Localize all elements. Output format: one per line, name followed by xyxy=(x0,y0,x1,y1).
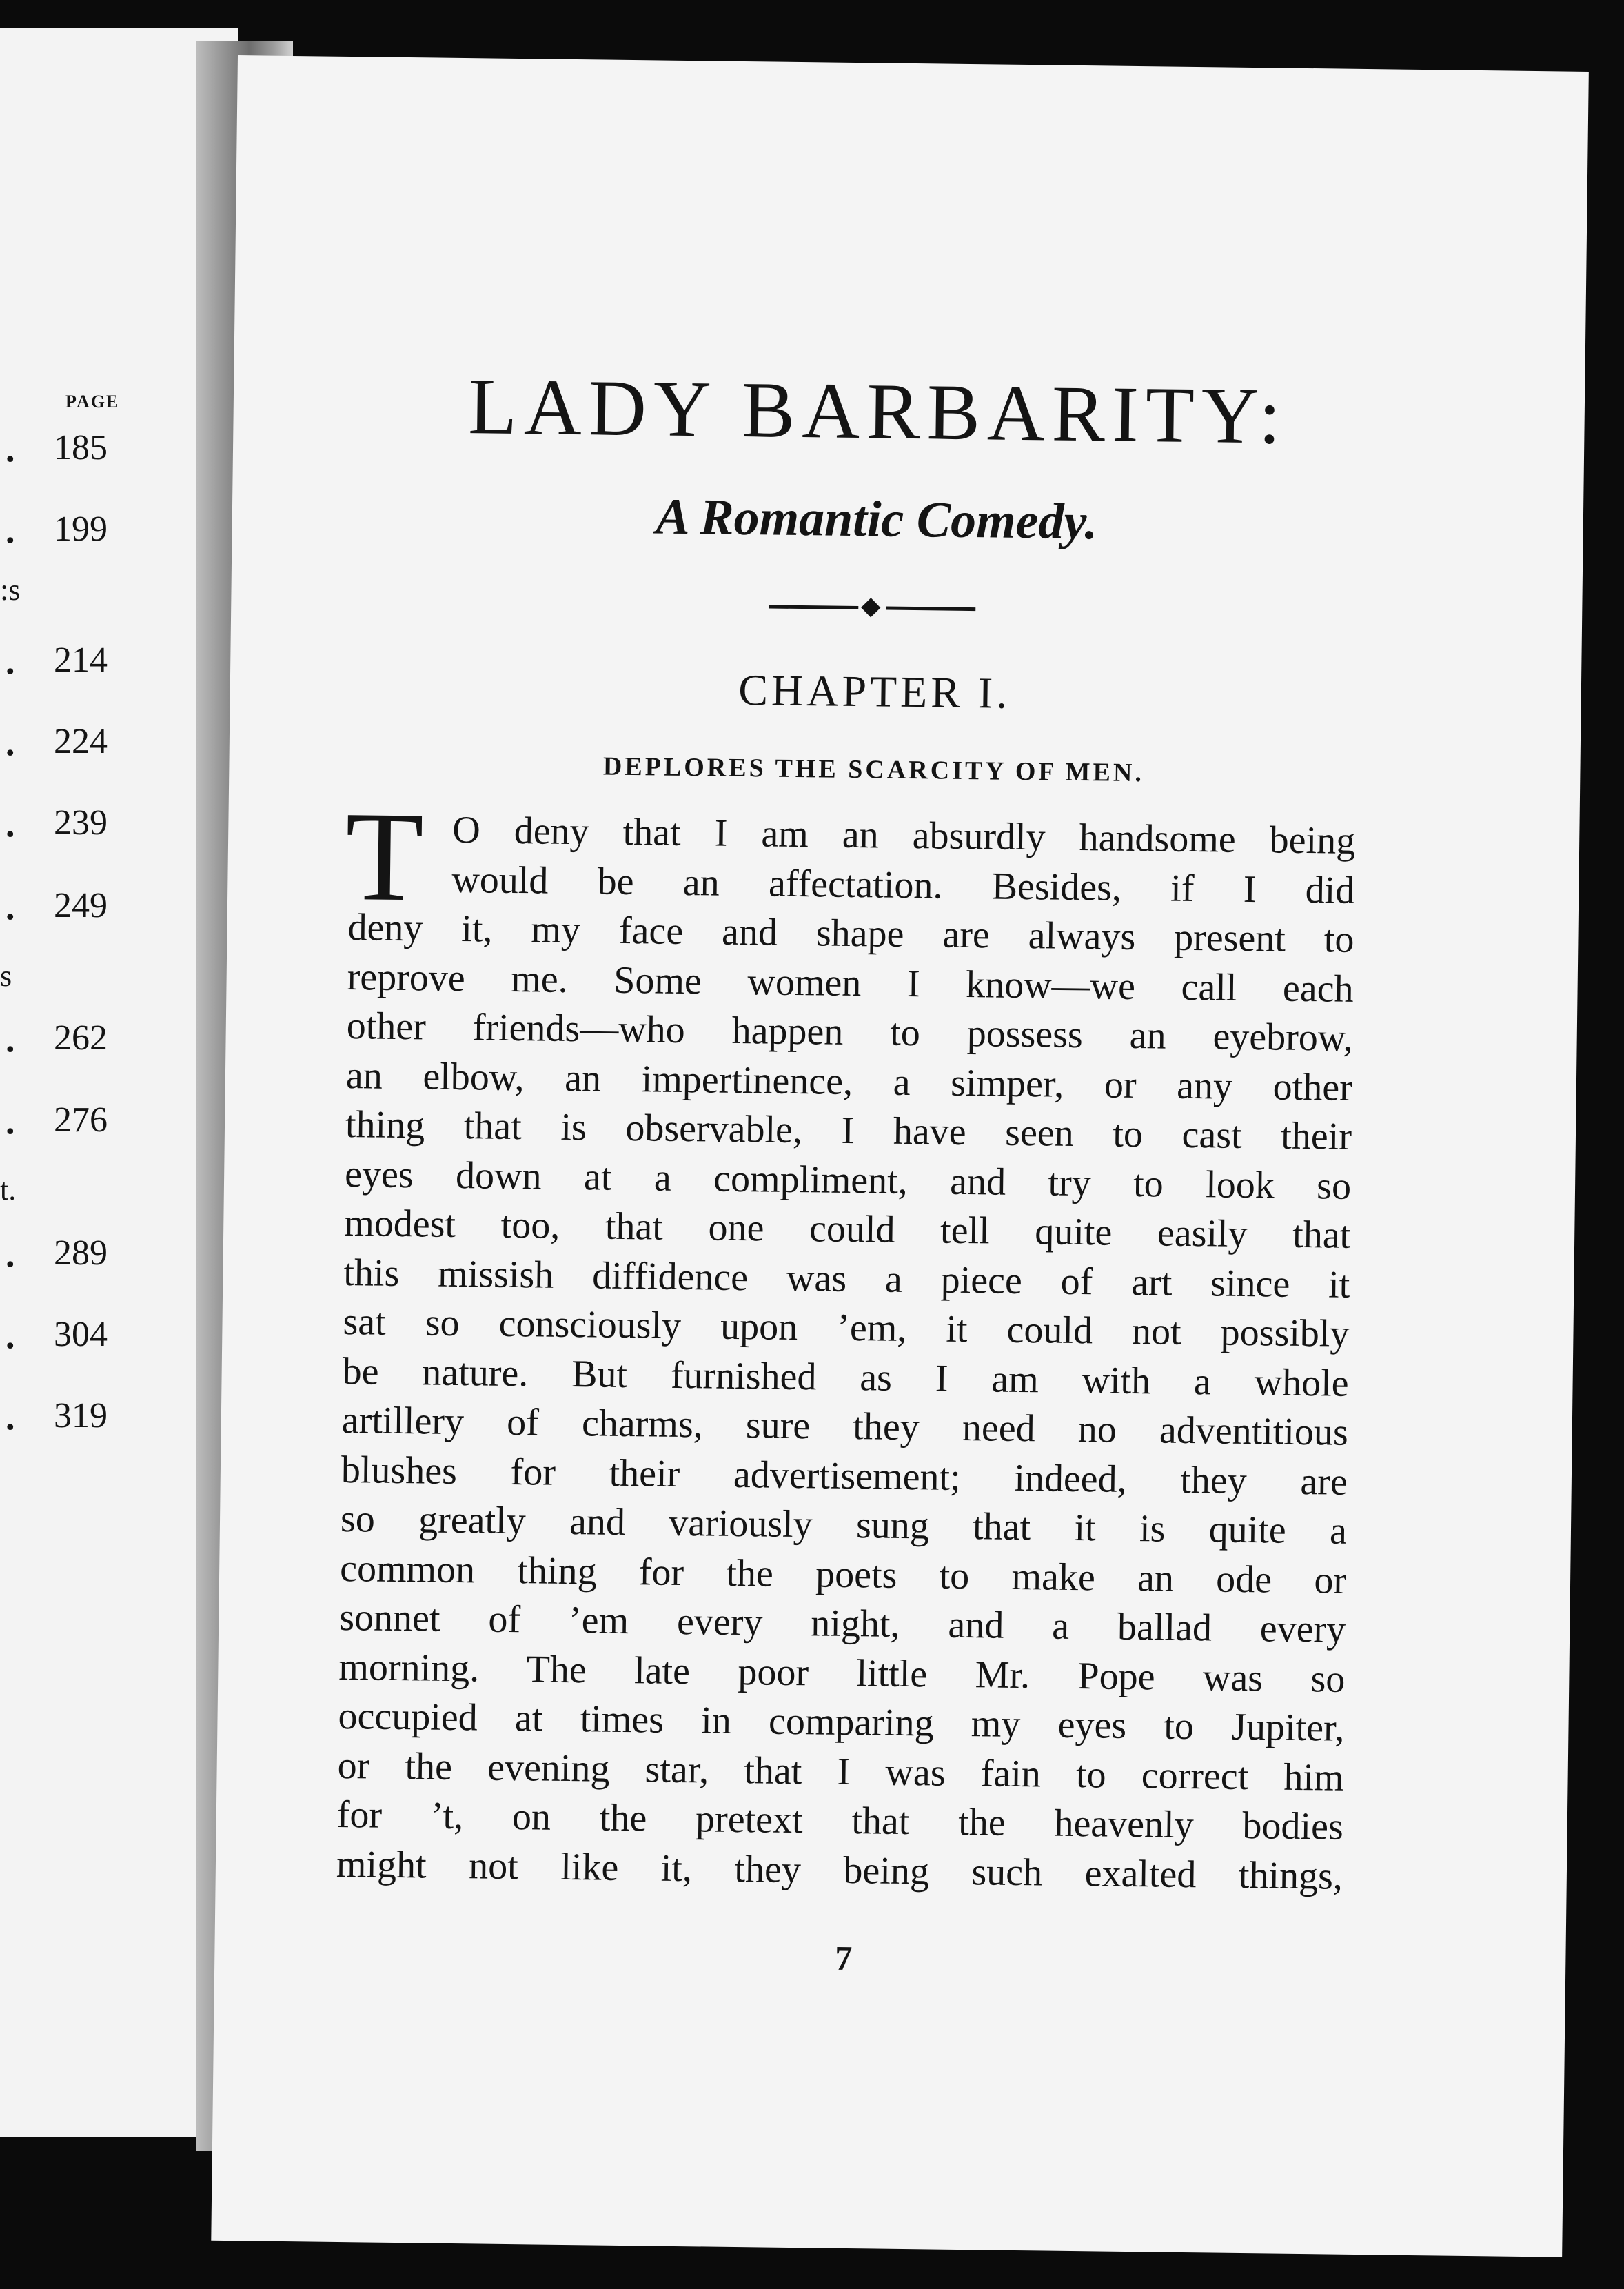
toc-entry xyxy=(0,721,138,763)
toc-page-number: 239 xyxy=(54,803,108,843)
toc-entry xyxy=(0,885,138,927)
toc-entry xyxy=(0,1395,138,1437)
toc-leader-dot: . xyxy=(6,641,15,682)
toc-leader-dot: . xyxy=(6,803,15,845)
toc-leader-dot: . xyxy=(6,1018,15,1060)
text-line: blushes for their advertisement; indeed, they are xyxy=(341,1448,1348,1504)
text-line: thing that is observable, I have seen to cast their xyxy=(345,1103,1352,1158)
toc-page-number: 304 xyxy=(54,1315,108,1354)
text-line: eyes down at a compliment, and try to look so xyxy=(344,1152,1352,1208)
ornament-rule-left xyxy=(769,605,858,609)
toc-entry xyxy=(0,803,138,844)
chapter-subheading: DEPLORES THE SCARCITY OF MEN. xyxy=(602,752,1145,788)
toc-page-number: 289 xyxy=(54,1233,108,1273)
text-line: would be an affectation. Besides, if I did xyxy=(451,858,1355,912)
text-line: common thing for the poets to make an ode or xyxy=(339,1546,1347,1602)
text-line: reprove me. Some women I know—we call each xyxy=(347,955,1354,1011)
toc-page-number: 199 xyxy=(54,510,108,549)
page-number: 7 xyxy=(835,1938,853,1978)
text-line: deny it, my face and shape are always present to xyxy=(347,906,1354,961)
toc-leader-dot: . xyxy=(6,722,15,763)
book-subtitle: A Romantic Comedy. xyxy=(656,488,1098,551)
text-line: might not like it, they being such exalted things, xyxy=(336,1842,1343,1898)
toc-entry xyxy=(0,1314,138,1355)
text-line: so greatly and variously sung that it is quite a xyxy=(340,1497,1348,1553)
toc-stray-mark: t. xyxy=(0,1173,17,1207)
ornament-divider xyxy=(769,598,975,617)
text-line: sonnet of ’em every night, and a ballad every xyxy=(338,1595,1346,1651)
toc-page-number: 262 xyxy=(54,1018,108,1058)
ornament-rule-right xyxy=(886,607,975,612)
toc-page-number: 249 xyxy=(54,886,108,925)
book-title: LADY BARBARITY: xyxy=(467,363,1288,461)
toc-leader-dot: . xyxy=(6,510,15,551)
text-line: O deny that I am an absurdly handsome being xyxy=(451,808,1356,863)
toc-leader-dot: . xyxy=(6,1233,15,1275)
toc-leader-dot: . xyxy=(6,1315,15,1356)
text-line: sat so consciously upon ’em, it could not possibly xyxy=(343,1300,1350,1355)
text-line: modest too, that one could tell quite easily that xyxy=(343,1202,1351,1257)
toc-page-number: 185 xyxy=(54,428,108,467)
text-line: this missish diffidence was a piece of art since it xyxy=(343,1251,1350,1307)
toc-page-number: 214 xyxy=(54,641,108,680)
toc-stray-mark: s xyxy=(0,959,12,993)
toc-page-header: PAGE xyxy=(65,392,120,412)
right-page xyxy=(211,55,1589,2257)
body-text xyxy=(336,805,1356,1902)
toc-page-number: 276 xyxy=(54,1100,108,1140)
toc-leader-dot: . xyxy=(6,428,15,470)
text-line: be nature. But furnished as I am with a whole xyxy=(342,1349,1349,1405)
toc-page-number: 224 xyxy=(54,722,108,761)
text-line: other friends—who happen to possess an eyebrow, xyxy=(346,1005,1354,1060)
text-line: for ’t, on the pretext that the heavenly bodies xyxy=(336,1793,1344,1848)
toc-leader-dot: . xyxy=(6,1100,15,1142)
toc-entry xyxy=(0,640,138,681)
text-line: artillery of charms, sure they need no adventitious xyxy=(341,1398,1349,1454)
toc-entry xyxy=(0,509,138,550)
text-line: or the evening star, that I was fain to correct him xyxy=(337,1744,1344,1799)
toc-entry xyxy=(0,1100,138,1141)
toc-entry xyxy=(0,1018,138,1059)
text-line: an elbow, an impertinence, a simper, or any other xyxy=(345,1053,1353,1109)
drop-cap: T xyxy=(344,785,425,929)
chapter-heading: CHAPTER I. xyxy=(738,665,1011,718)
toc-leader-dot: . xyxy=(6,886,15,927)
toc-entry xyxy=(0,427,138,469)
ornament-diamond-icon xyxy=(861,598,880,617)
text-line: occupied at times in comparing my eyes to Jupiter, xyxy=(338,1694,1345,1750)
toc-stray-mark: :s xyxy=(0,573,21,607)
toc-leader-dot: . xyxy=(6,1396,15,1438)
toc-page-number: 319 xyxy=(54,1396,108,1435)
toc-entry xyxy=(0,1233,138,1274)
text-line: morning. The late poor little Mr. Pope was so xyxy=(338,1645,1346,1701)
